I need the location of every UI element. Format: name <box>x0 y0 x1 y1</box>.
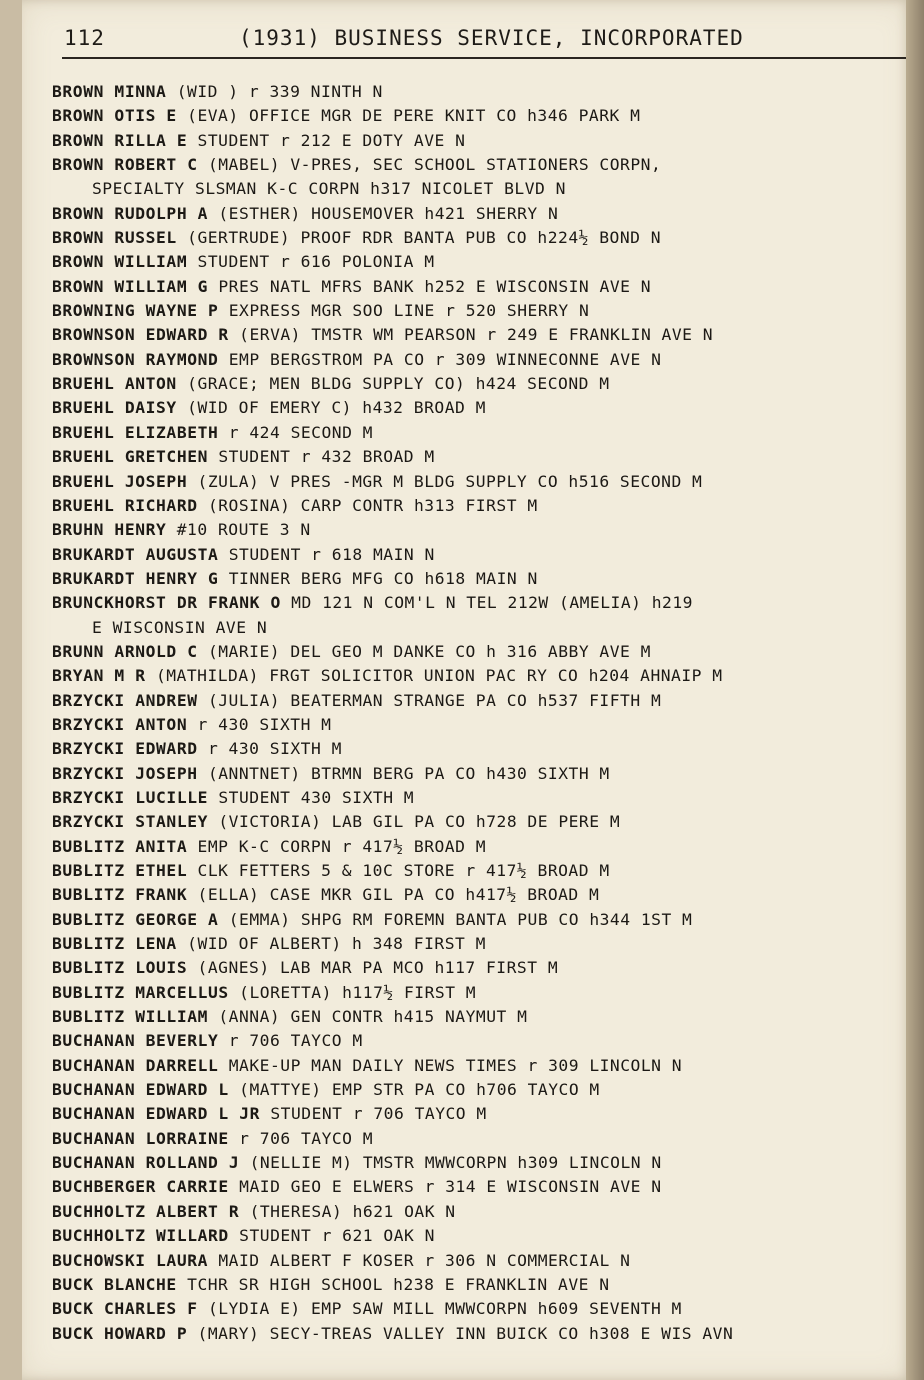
entry-details: EMP K-C CORPN r 417½ BROAD M <box>197 836 487 856</box>
directory-entry <box>52 835 912 859</box>
entry-name: BUCHHOLTZ ALBERT R <box>52 1201 240 1221</box>
entry-details: MAID ALBERT F KOSER r 306 N COMMERCIAL N <box>218 1250 631 1270</box>
directory-entry <box>52 908 912 932</box>
directory-entry <box>52 810 912 834</box>
entry-name: BROWNING WAYNE P <box>52 301 219 321</box>
directory-entry <box>52 664 912 688</box>
entry-name: BRUKARDT HENRY G <box>52 568 219 588</box>
entry-name: BUCK HOWARD P <box>52 1323 188 1343</box>
entry-details: (MATHILDA) FRGT SOLICITOR UNION PAC RY CO h204 AHNAIP M <box>155 666 723 686</box>
entry-details: (WID ) r 339 NINTH N <box>176 82 383 101</box>
entry-name: BRUNCKHORST DR FRANK O <box>52 593 281 613</box>
directory-entry <box>52 1200 912 1224</box>
entry-details: EMP BERGSTROM PA CO r 309 WINNECONNE AVE N <box>228 349 662 369</box>
entry-name: BUCHANAN EDWARD L JR <box>52 1104 261 1124</box>
entry-name: BRUEHL RICHARD <box>52 495 198 515</box>
page-title: (1931) BUSINESS SERVICE, INCORPORATED <box>239 26 744 50</box>
entry-details: STUDENT r 706 TAYCO M <box>270 1104 487 1124</box>
directory-entry <box>52 689 912 713</box>
entry-name: BRYAN M R <box>52 666 146 686</box>
entry-details: (WID OF EMERY C) h432 BROAD M <box>187 398 486 418</box>
entry-name: BUBLITZ MARCELLUS <box>52 982 229 1002</box>
entry-details: STUDENT r 432 BROAD M <box>218 447 435 467</box>
entry-name: BROWNSON RAYMOND <box>52 349 219 369</box>
entry-details: TINNER BERG MFG CO h618 MAIN N <box>228 568 538 588</box>
directory-entry <box>52 932 912 956</box>
entry-name: BRUHN HENRY <box>52 520 167 540</box>
entry-details: (MARIE) DEL GEO M DANKE CO h 316 ABBY AVE M <box>207 641 651 661</box>
directory-entry <box>52 567 912 591</box>
entry-details: (MATTYE) EMP STR PA CO h706 TAYCO M <box>239 1080 600 1100</box>
entry-details: #10 ROUTE 3 N <box>176 520 311 540</box>
entry-details: (NELLIE M) TMSTR MWWCORPN h309 LINCOLN N <box>249 1153 662 1173</box>
directory-entry <box>52 421 912 445</box>
directory-entry <box>52 129 912 153</box>
entry-name: BRZYCKI ANDREW <box>52 690 198 710</box>
directory-entry <box>52 1273 912 1297</box>
entry-details: E WISCONSIN AVE N <box>92 617 268 637</box>
entry-details: MAKE-UP MAN DAILY NEWS TIMES r 309 LINCOLN N <box>228 1055 683 1075</box>
entry-name: BROWN ROBERT C <box>52 155 198 175</box>
directory-entry <box>52 494 912 518</box>
entry-details: (ESTHER) HOUSEMOVER h421 SHERRY N <box>218 203 559 223</box>
entry-details: (AGNES) LAB MAR PA MCO h117 FIRST M <box>197 958 559 978</box>
entry-details: (MARY) SECY-TREAS VALLEY INN BUICK CO h308 E WIS AVN <box>197 1323 734 1343</box>
directory-entries <box>52 80 912 1346</box>
directory-entry <box>52 80 912 104</box>
entry-details: r 430 SIXTH M <box>207 739 342 759</box>
entry-details: (ERVA) TMSTR WM PEARSON r 249 E FRANKLIN AVE N <box>239 325 714 345</box>
directory-entry <box>52 275 912 299</box>
directory-entry <box>52 1224 912 1248</box>
entry-name: BRUNN ARNOLD C <box>52 641 198 661</box>
entry-details: PRES NATL MFRS BANK h252 E WISCONSIN AVE N <box>218 276 652 296</box>
directory-entry <box>52 1078 912 1102</box>
directory-entry <box>52 956 912 980</box>
directory-entry <box>52 226 912 250</box>
entry-name: BRUEHL GRETCHEN <box>52 447 209 467</box>
entry-details: STUDENT r 616 POLONIA M <box>197 252 435 272</box>
directory-entry <box>52 202 912 226</box>
directory-entry-continuation <box>52 177 912 201</box>
directory-entry <box>52 543 912 567</box>
directory-entry <box>52 250 912 274</box>
directory-entry <box>52 786 912 810</box>
entry-name: BRZYCKI LUCILLE <box>52 787 209 807</box>
entry-details: (WID OF ALBERT) h 348 FIRST M <box>187 934 486 954</box>
directory-entry <box>52 299 912 323</box>
entry-details: (JULIA) BEATERMAN STRANGE PA CO h537 FIFTH M <box>207 690 662 710</box>
directory-entry <box>52 737 912 761</box>
entry-name: BRZYCKI ANTON <box>52 714 188 734</box>
entry-details: (LYDIA E) EMP SAW MILL MWWCORPN h609 SEVENTH M <box>207 1299 682 1319</box>
directory-entry <box>52 323 912 347</box>
entry-name: BUCHANAN DARRELL <box>52 1055 219 1075</box>
entry-name: BRUEHL ANTON <box>52 374 177 394</box>
directory-entry-continuation <box>52 616 912 640</box>
entry-name: BUBLITZ ETHEL <box>52 861 188 880</box>
entry-name: BUCHANAN ROLLAND J <box>52 1153 240 1173</box>
header-rule <box>62 57 910 59</box>
entry-name: BUCHANAN BEVERLY <box>52 1031 219 1051</box>
entry-name: BRUKARDT AUGUSTA <box>52 544 219 564</box>
entry-name: BUCK CHARLES F <box>52 1299 198 1319</box>
entry-name: BUBLITZ LOUIS <box>52 958 188 978</box>
entry-name: BROWN WILLIAM G <box>52 276 209 296</box>
directory-entry <box>52 1175 912 1199</box>
entry-name: BUCHHOLTZ WILLARD <box>52 1226 229 1246</box>
entry-name: BRUEHL JOSEPH <box>52 471 188 491</box>
directory-entry <box>52 1127 912 1151</box>
directory-entry <box>52 1297 912 1321</box>
directory-entry <box>52 591 912 615</box>
entry-details: (ZULA) V PRES -MGR M BLDG SUPPLY CO h516 SECOND M <box>197 471 703 491</box>
directory-entry <box>52 348 912 372</box>
entry-details: STUDENT r 621 OAK N <box>239 1226 435 1246</box>
entry-details: (ROSINA) CARP CONTR h313 FIRST M <box>207 495 538 515</box>
entry-name: BROWNSON EDWARD R <box>52 325 229 345</box>
entry-details: STUDENT 430 SIXTH M <box>218 787 415 807</box>
entry-details: TCHR SR HIGH SCHOOL h238 E FRANKLIN AVE N <box>187 1274 610 1294</box>
page-header <box>64 26 884 56</box>
entry-name: BUCHOWSKI LAURA <box>52 1250 209 1270</box>
directory-entry <box>52 981 912 1005</box>
entry-details: EXPRESS MGR SOO LINE r 520 SHERRY N <box>228 301 590 321</box>
directory-entry <box>52 1151 912 1175</box>
entry-details: r 424 SECOND M <box>228 422 373 442</box>
entry-name: BRZYCKI STANLEY <box>52 812 209 832</box>
entry-details: CLK FETTERS 5 & 10C STORE r 417½ BROAD M <box>197 861 610 880</box>
entry-details: r 706 TAYCO M <box>239 1128 374 1148</box>
entry-details: (VICTORIA) LAB GIL PA CO h728 DE PERE M <box>218 812 621 832</box>
entry-name: BROWN RUSSEL <box>52 228 177 248</box>
directory-entry <box>52 1005 912 1029</box>
directory-entry <box>52 859 912 883</box>
entry-name: BROWN OTIS E <box>52 106 177 126</box>
entry-details: (ELLA) CASE MKR GIL PA CO h417½ BROAD M <box>197 885 600 905</box>
directory-entry <box>52 1054 912 1078</box>
entry-name: BRZYCKI EDWARD <box>52 739 198 759</box>
directory-entry <box>52 1322 912 1346</box>
directory-entry <box>52 445 912 469</box>
directory-entry <box>52 1029 912 1053</box>
entry-details: MAID GEO E ELWERS r 314 E WISCONSIN AVE N <box>239 1177 662 1197</box>
entry-details: (MABEL) V-PRES, SEC SCHOOL STATIONERS CORPN, <box>207 155 662 175</box>
entry-details: (THERESA) h621 OAK N <box>249 1201 456 1221</box>
entry-name: BUBLITZ FRANK <box>52 885 188 905</box>
entry-name: BUBLITZ LENA <box>52 934 177 954</box>
page-edge <box>906 0 924 1380</box>
entry-details: (LORETTA) h117½ FIRST M <box>239 982 477 1002</box>
directory-entry <box>52 640 912 664</box>
entry-name: BUCK BLANCHE <box>52 1274 177 1294</box>
entry-details: MD 121 N COM'L N TEL 212W (AMELIA) h219 <box>291 593 693 613</box>
directory-page <box>22 0 912 1380</box>
entry-details: STUDENT r 618 MAIN N <box>228 544 435 564</box>
entry-details: STUDENT r 212 E DOTY AVE N <box>197 130 466 150</box>
entry-name: BUBLITZ GEORGE A <box>52 909 219 929</box>
directory-entry <box>52 372 912 396</box>
entry-details: (EMMA) SHPG RM FOREMN BANTA PUB CO h344 1ST M <box>228 909 693 929</box>
directory-entry <box>52 762 912 786</box>
entry-details: (GRACE; MEN BLDG SUPPLY CO) h424 SECOND M <box>187 374 610 394</box>
entry-name: BUCHANAN EDWARD L <box>52 1080 229 1100</box>
entry-details: SPECIALTY SLSMAN K-C CORPN h317 NICOLET BLVD N <box>92 179 566 199</box>
entry-name: BUCHBERGER CARRIE <box>52 1177 229 1197</box>
entry-details: (ANNTNET) BTRMN BERG PA CO h430 SIXTH M <box>207 763 610 783</box>
entry-details: r 430 SIXTH M <box>197 714 332 734</box>
entry-name: BROWN RILLA E <box>52 130 188 150</box>
directory-entry <box>52 1249 912 1273</box>
entry-name: BRZYCKI JOSEPH <box>52 763 198 783</box>
directory-entry <box>52 1102 912 1126</box>
entry-name: BRUEHL ELIZABETH <box>52 422 219 442</box>
entry-details: r 706 TAYCO M <box>228 1031 363 1051</box>
directory-entry <box>52 153 912 177</box>
directory-entry <box>52 713 912 737</box>
entry-name: BROWN WILLIAM <box>52 252 188 272</box>
directory-entry <box>52 104 912 128</box>
directory-entry <box>52 518 912 542</box>
entry-name: BUBLITZ WILLIAM <box>52 1007 209 1027</box>
entry-name: BRUEHL DAISY <box>52 398 177 418</box>
entry-name: BROWN MINNA <box>52 82 167 101</box>
directory-entry <box>52 883 912 907</box>
entry-name: BUCHANAN LORRAINE <box>52 1128 229 1148</box>
directory-entry <box>52 396 912 420</box>
page-number: 112 <box>64 26 105 50</box>
entry-details: (ANNA) GEN CONTR h415 NAYMUT M <box>218 1007 528 1027</box>
entry-name: BUBLITZ ANITA <box>52 836 188 856</box>
entry-details: (GERTRUDE) PROOF RDR BANTA PUB CO h224½ BOND N <box>187 228 662 248</box>
entry-details: (EVA) OFFICE MGR DE PERE KNIT CO h346 PARK M <box>187 106 641 126</box>
directory-entry <box>52 470 912 494</box>
entry-name: BROWN RUDOLPH A <box>52 203 209 223</box>
